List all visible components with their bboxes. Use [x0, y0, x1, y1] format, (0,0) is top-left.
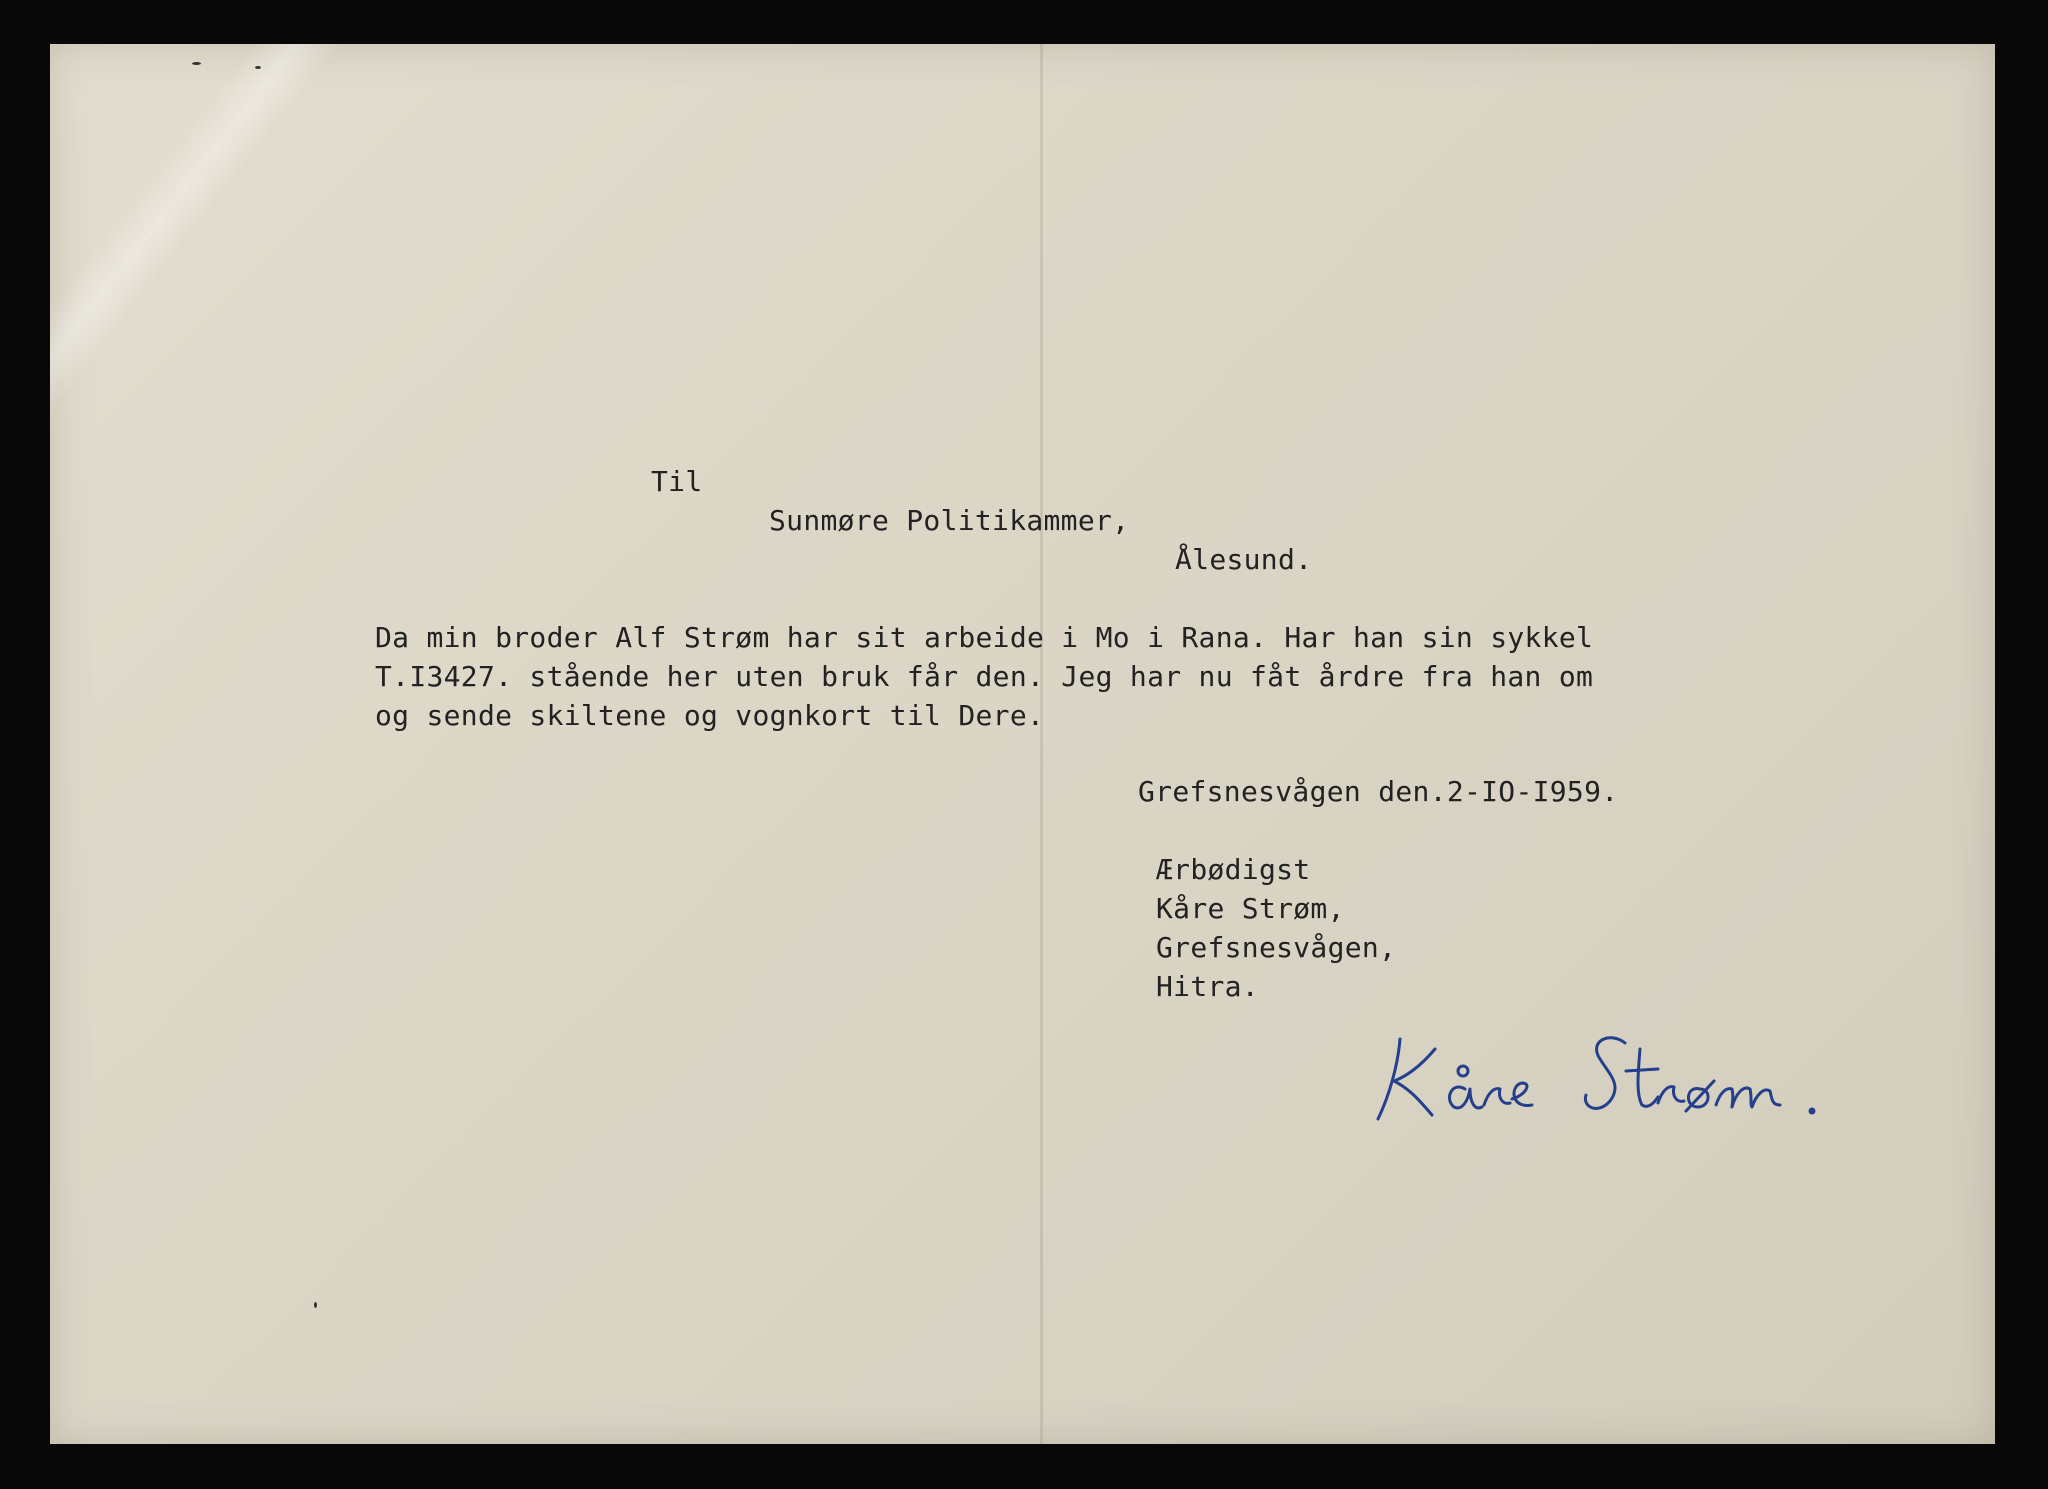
body-line: T.I3427. stående her uten bruk får den. Jeg har nu fåt årdre fra han om [375, 660, 1594, 693]
letter-paper [50, 44, 1995, 1444]
paper-speck [255, 66, 261, 69]
handwritten-signature [1360, 1019, 1830, 1129]
recipient-name: Sunmøre Politikammer, [769, 504, 1130, 537]
place-and-date: Grefsnesvågen den.2-IO-I959. [1138, 775, 1619, 808]
sender-town: Hitra. [1156, 970, 1259, 1003]
closing-line: Ærbødigst [1156, 853, 1311, 886]
paper-speck [314, 1302, 317, 1308]
fold-crease [1040, 44, 1043, 1444]
body-line: Da min broder Alf Strøm har sit arbeide i Mo i Rana. Har han sin sykkel [375, 621, 1594, 654]
paper-speck [192, 62, 201, 65]
salutation: Til [651, 465, 703, 498]
paper-glare [50, 44, 355, 468]
sender-address: Grefsnesvågen, [1156, 931, 1397, 964]
recipient-city: Ålesund. [1175, 543, 1313, 576]
body-line: og sende skiltene og vognkort til Dere. [375, 699, 1045, 732]
sender-name: Kåre Strøm, [1156, 892, 1345, 925]
